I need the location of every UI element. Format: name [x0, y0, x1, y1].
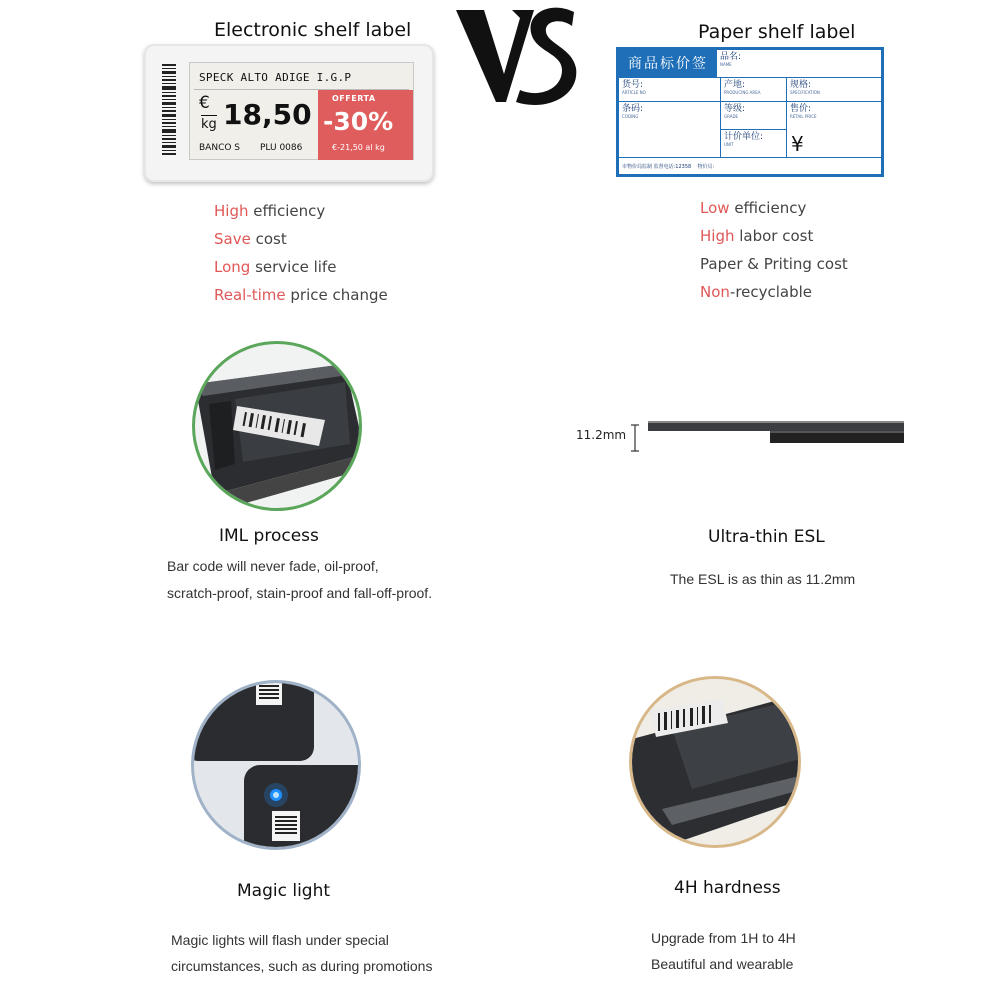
- paper-feature-1: Low efficiency: [700, 199, 807, 217]
- thickness-label: 11.2mm: [576, 428, 627, 442]
- electronic-shelf-label: [144, 44, 434, 182]
- iml-process-title: IML process: [219, 526, 319, 546]
- esl-product-name: SPECK ALTO ADIGE I.G.P: [199, 71, 352, 84]
- paper-cell-unit: 计价单位: UNIT: [721, 130, 787, 158]
- yen-symbol: ¥: [791, 132, 804, 156]
- paper-feature-2: High labor cost: [700, 227, 814, 245]
- paper-feature-3: Paper & Priting cost: [700, 255, 848, 273]
- paper-cell-retail: 售价: RETAIL PRICE: [787, 102, 881, 158]
- iml-process-text-2: scratch-proof, stain-proof and fall-off-proof.: [167, 585, 433, 601]
- barcode-icon: [162, 64, 176, 158]
- esl-feature-4: Real-time price change: [214, 286, 388, 304]
- paper-shelf-label: [616, 47, 884, 177]
- magic-light-image: [191, 680, 361, 850]
- esl-screen: [189, 62, 414, 160]
- vs-logo: [454, 4, 582, 108]
- paper-cell-name: 品名: NAME: [717, 50, 881, 78]
- magic-light-text-2: circumstances, such as during promotions: [171, 958, 433, 974]
- esl-feature-3: Long service life: [214, 258, 337, 276]
- iml-process-text-1: Bar code will never fade, oil-proof,: [167, 558, 379, 574]
- esl-offer-label: OFFERTA: [332, 94, 376, 103]
- hardness-text-1: Upgrade from 1H to 4H: [651, 930, 796, 946]
- esl-price: 18,50: [223, 98, 312, 131]
- paper-label-header: 商品标价签: [619, 50, 717, 78]
- iml-process-image: [192, 341, 362, 511]
- esl-unit: kg: [201, 117, 217, 132]
- ultra-thin-text: The ESL is as thin as 11.2mm: [670, 571, 856, 587]
- esl-offer-box: [318, 90, 413, 160]
- esl-feature-1: High efficiency: [214, 202, 326, 220]
- ultra-thin-esl-image: [648, 418, 904, 448]
- hardness-title: 4H hardness: [674, 878, 781, 898]
- magic-light-title: Magic light: [237, 881, 331, 901]
- esl-offer-percent: -30%: [323, 107, 394, 136]
- paper-cell-code: 条码: CODING: [619, 102, 721, 158]
- esl-plu: PLU 0086: [260, 143, 303, 153]
- esl-store: BANCO S: [199, 143, 241, 153]
- paper-cell-grade: 等级: GRADE: [721, 102, 787, 130]
- paper-feature-4: Non-recyclable: [700, 283, 813, 301]
- hardness-image: [629, 676, 801, 848]
- paper-cell-spec: 规格: SPECIFICATION: [787, 78, 881, 102]
- paper-cell-origin: 产地: PRODUCING AREA: [721, 78, 787, 102]
- paper-label-footer: 市物价局监制 监督电话:12358 物价员:: [622, 164, 715, 170]
- thickness-bracket-icon: [630, 424, 640, 452]
- hardness-text-2: Beautiful and wearable: [651, 956, 794, 972]
- electronic-label-title: Electronic shelf label: [214, 19, 412, 41]
- ultra-thin-title: Ultra-thin ESL: [708, 527, 825, 547]
- paper-cell-article: 货号: ARTICLE NO: [619, 78, 721, 102]
- esl-offer-sub: €-21,50 al kg: [332, 143, 385, 152]
- magic-light-text-1: Magic lights will flash under special: [171, 932, 389, 948]
- paper-label-title: Paper shelf label: [698, 21, 856, 43]
- esl-currency: €: [199, 93, 210, 113]
- esl-feature-2: Save cost: [214, 230, 287, 248]
